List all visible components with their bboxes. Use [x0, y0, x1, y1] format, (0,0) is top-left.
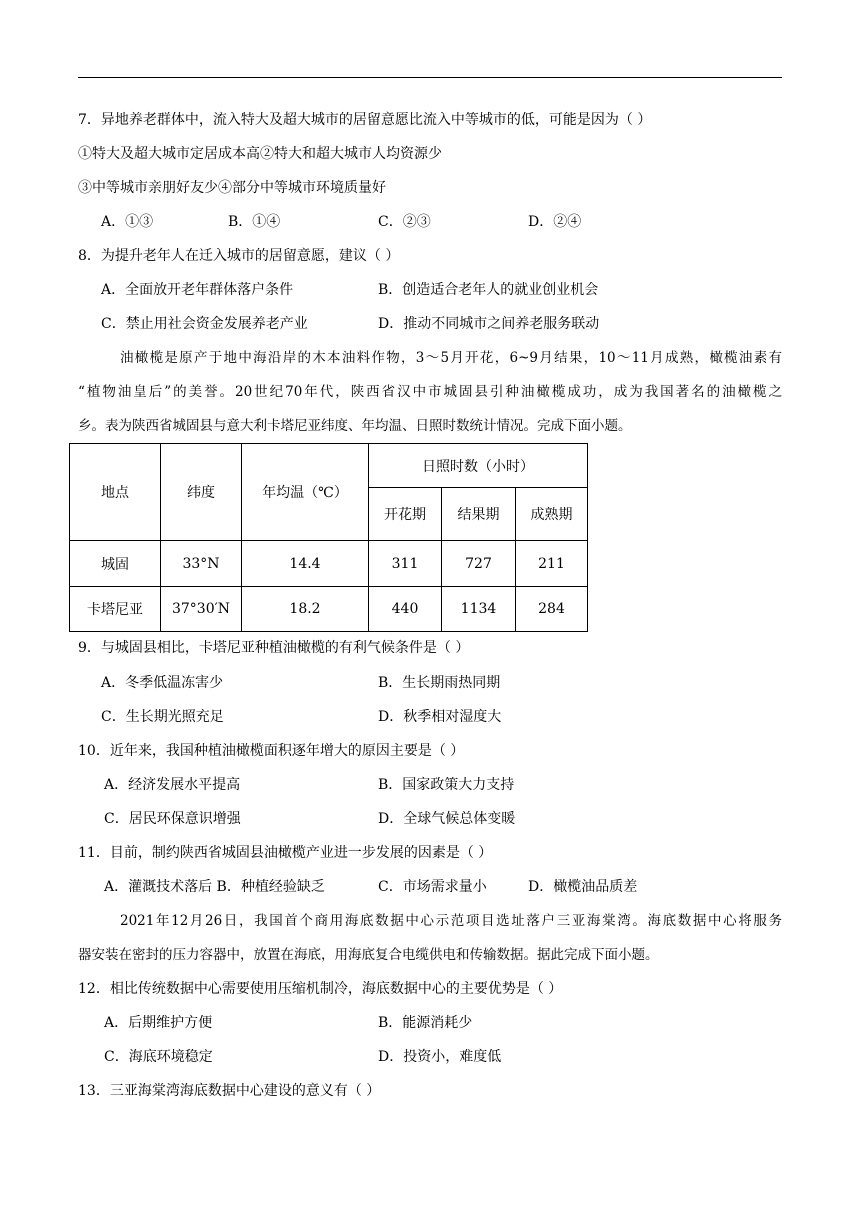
q11-stem: 11．目前，制约陕西省城固县油橄榄产业进一步发展的因素是（ ）: [78, 845, 493, 861]
cell-ripening: 284: [516, 587, 588, 632]
header-rule: [78, 77, 782, 78]
header-sunshine: 日照时数（小时）: [369, 444, 588, 488]
q7-line2: ③中等城市亲朋好友少④部分中等城市环境质量好: [78, 180, 386, 196]
passage2-line2: 器安装在密封的压力容器中，放置在海底，用海底复合电缆供电和传输数据。据此完成下面小题。: [78, 947, 659, 963]
passage1-line2: “植物油皇后”的美誉。20世纪70年代，陕西省汉中市城固县引种油橄榄成功，成为我国著名的油橄榄之: [78, 384, 782, 400]
q8-stem: 8．为提升老年人在迁入城市的居留意愿，建议（ ）: [78, 248, 400, 264]
q10-option-a: A．经济发展水平提高: [104, 777, 241, 793]
table-row: [70, 541, 588, 587]
cell-fruiting: 727: [442, 541, 516, 587]
climate-table: [69, 443, 588, 632]
cell-flowering: 311: [369, 541, 442, 587]
q8-option-c: C．禁止用社会资金发展养老产业: [101, 316, 308, 332]
header-annual-temp: 年均温（℃）: [242, 444, 369, 541]
q10-option-c: C．居民环保意识增强: [104, 811, 241, 827]
cell-latitude: 33°N: [161, 541, 242, 587]
q8-option-a: A．全面放开老年群体落户条件: [101, 282, 294, 298]
header-place: 地点: [70, 444, 161, 541]
q13-stem: 13．三亚海棠湾海底数据中心建设的意义有（ ）: [78, 1083, 381, 1099]
q12-option-a: A．后期维护方便: [104, 1015, 213, 1031]
header-fruiting: 结果期: [442, 488, 516, 541]
q11-option-ab: A．灌溉技术落后 B．种植经验缺乏: [104, 879, 325, 895]
q9-stem: 9．与城固县相比，卡塔尼亚种植油橄榄的有利气候条件是（ ）: [78, 640, 470, 656]
passage2-line1: 2021年12月26日，我国首个商用海底数据中心示范项目选址落户三亚海棠湾。海底数据中心将服务: [120, 913, 782, 929]
q9-option-b: B．生长期雨热同期: [378, 675, 501, 691]
q12-stem: 12．相比传统数据中心需要使用压缩机制冷，海底数据中心的主要优势是（ ）: [78, 981, 563, 997]
q12-option-b: B．能源消耗少: [378, 1015, 473, 1031]
passage1-line1: 油橄榄是原产于地中海沿岸的木本油料作物，3～5月开花，6~9月结果，10～11月成熟，橄榄油素有: [120, 350, 782, 366]
cell-temp: 18.2: [242, 587, 369, 632]
cell-ripening: 211: [516, 541, 588, 587]
q12-option-d: D．投资小，难度低: [378, 1049, 502, 1065]
table-row: [70, 587, 588, 632]
q10-option-d: D．全球气候总体变暖: [378, 811, 516, 827]
q12-option-c: C．海底环境稳定: [104, 1049, 213, 1065]
q9-option-a: A．冬季低温冻害少: [101, 675, 224, 691]
header-ripening: 成熟期: [516, 488, 588, 541]
header-latitude: 纬度: [161, 444, 242, 541]
cell-fruiting: 1134: [442, 587, 516, 632]
cell-place: 卡塔尼亚: [70, 587, 161, 632]
q7-stem: 7．异地养老群体中，流入特大及超大城市的居留意愿比流入中等城市的低，可能是因为（ ）: [78, 112, 652, 128]
q7-line1: ①特大及超大城市定居成本高②特大和超大城市人均资源少: [78, 146, 442, 162]
cell-temp: 14.4: [242, 541, 369, 587]
cell-place: 城固: [70, 541, 161, 587]
q7-option-d: D．②④: [528, 214, 582, 230]
q7-option-a: A．①③: [101, 214, 154, 230]
q10-stem: 10．近年来，我国种植油橄榄面积逐年增大的原因主要是（ ）: [78, 743, 465, 759]
cell-latitude: 37°30′N: [161, 587, 242, 632]
q11-option-c: C．市场需求量小: [378, 879, 487, 895]
q9-option-c: C．生长期光照充足: [101, 709, 224, 725]
q10-option-b: B．国家政策大力支持: [378, 777, 515, 793]
q8-option-b: B．创造适合老年人的就业创业机会: [378, 282, 599, 298]
q8-option-d: D．推动不同城市之间养老服务联动: [378, 316, 600, 332]
cell-flowering: 440: [369, 587, 442, 632]
passage1-line3: 乡。表为陕西省城固县与意大利卡塔尼亚纬度、年均温、日照时数统计情况。完成下面小题。: [78, 418, 632, 434]
q7-option-c: C．②③: [378, 214, 431, 230]
header-flowering: 开花期: [369, 488, 442, 541]
q9-option-d: D．秋季相对湿度大: [378, 709, 502, 725]
q7-option-b: B．①④: [228, 214, 281, 230]
q11-option-d: D．橄榄油品质差: [528, 879, 638, 895]
